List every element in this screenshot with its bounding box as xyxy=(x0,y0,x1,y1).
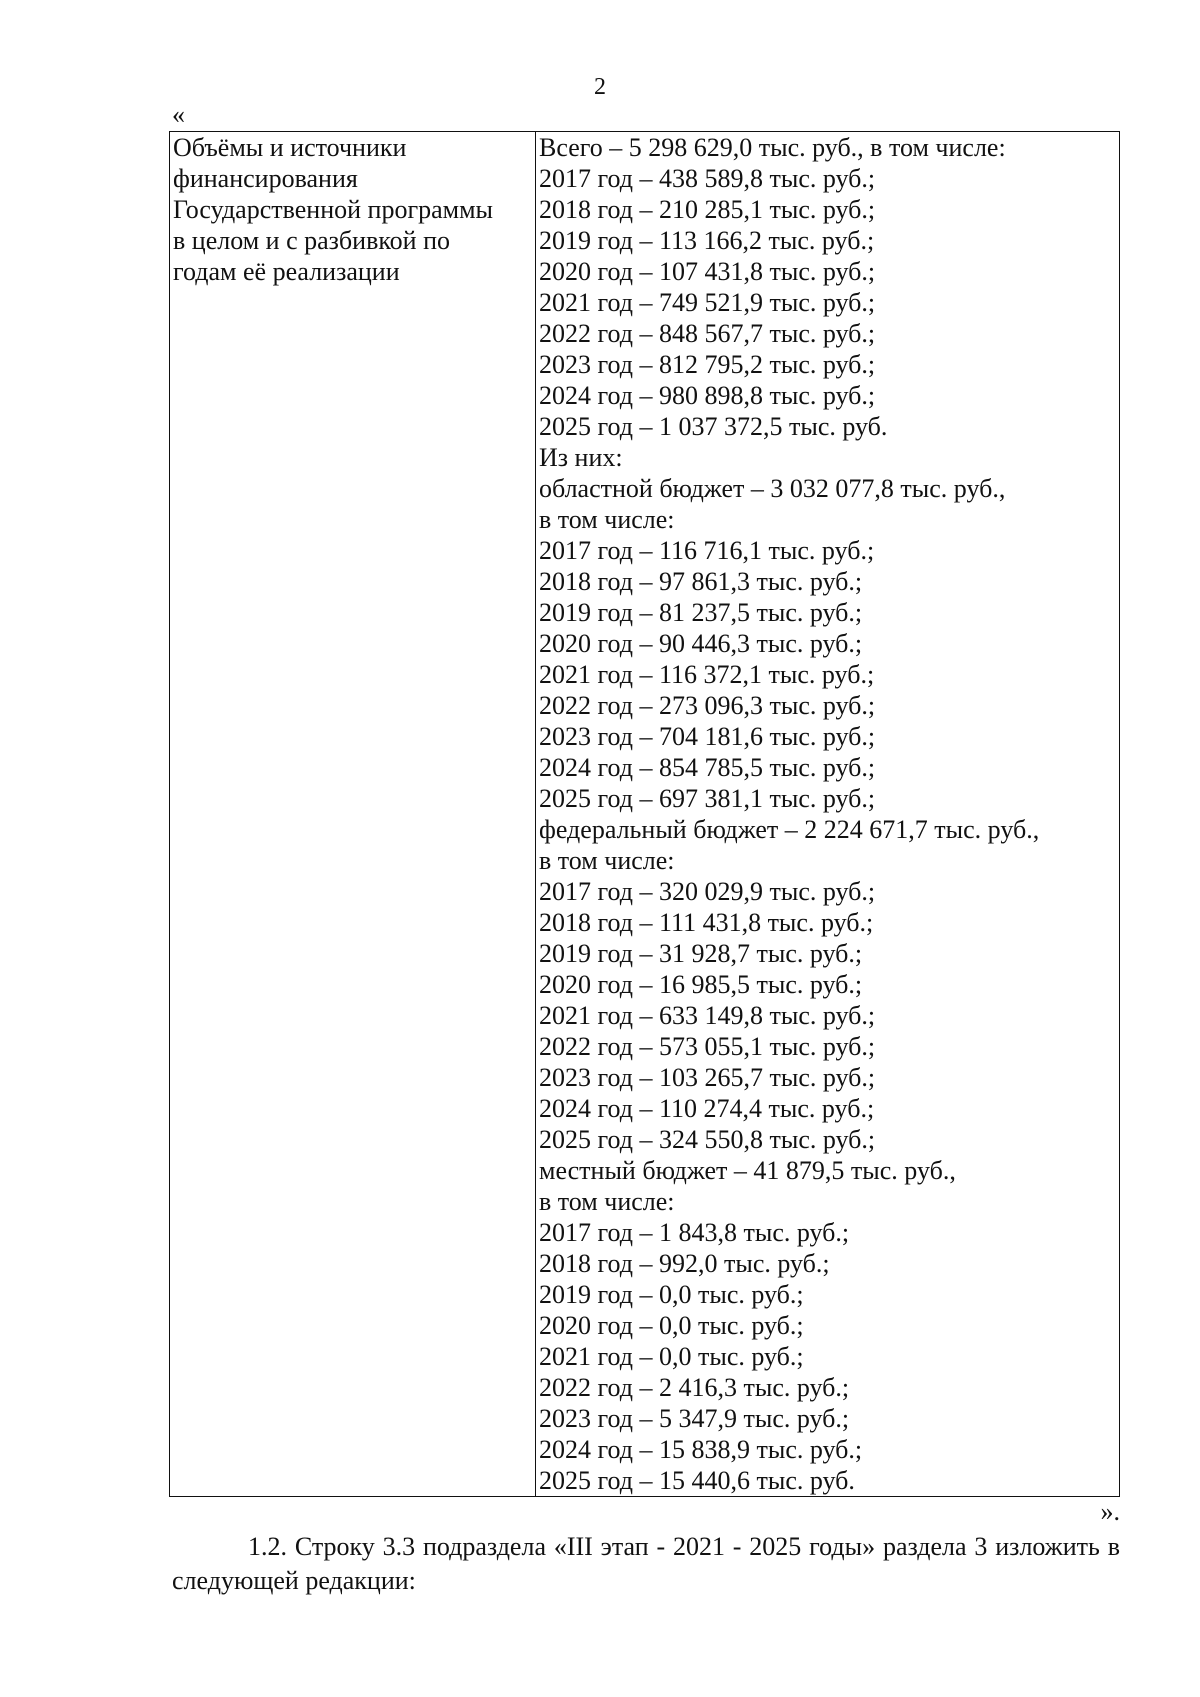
amendment-paragraph: 1.2. Строку 3.3 подраздела «III этап - 2021 - 2025 годы» раздела 3 изложить в следующей редакции: xyxy=(172,1532,1120,1595)
value-line: в том числе: xyxy=(539,505,675,534)
value-line: 2019 год – 113 166,2 тыс. руб.; xyxy=(539,226,875,255)
value-line: 2019 год – 81 237,5 тыс. руб.; xyxy=(539,598,863,627)
value-line: 2022 год – 2 416,3 тыс. руб.; xyxy=(539,1373,850,1402)
financing-values-cell xyxy=(536,132,1120,1497)
value-line: 2024 год – 980 898,8 тыс. руб.; xyxy=(539,381,876,410)
value-line: 2017 год – 320 029,9 тыс. руб.; xyxy=(539,877,876,906)
value-line: 2025 год – 15 440,6 тыс. руб. xyxy=(539,1466,855,1495)
value-line: 2018 год – 992,0 тыс. руб.; xyxy=(539,1249,830,1278)
value-line: 2023 год – 812 795,2 тыс. руб.; xyxy=(539,350,876,379)
value-line: 2023 год – 704 181,6 тыс. руб.; xyxy=(539,722,876,751)
value-line: 2024 год – 854 785,5 тыс. руб.; xyxy=(539,753,876,782)
value-line: 2023 год – 103 265,7 тыс. руб.; xyxy=(539,1063,876,1092)
value-line: 2017 год – 438 589,8 тыс. руб.; xyxy=(539,164,876,193)
financing-table xyxy=(169,131,1120,1497)
value-line: областной бюджет – 3 032 077,8 тыс. руб., xyxy=(539,474,1006,503)
value-line: 2020 год – 0,0 тыс. руб.; xyxy=(539,1311,804,1340)
value-line: местный бюджет – 41 879,5 тыс. руб., xyxy=(539,1156,956,1185)
table-row xyxy=(170,132,1120,1497)
label-line: Объёмы и источники xyxy=(173,133,407,162)
page-number: 2 xyxy=(594,74,606,100)
value-line: Из них: xyxy=(539,443,623,472)
value-line: 2019 год – 31 928,7 тыс. руб.; xyxy=(539,939,863,968)
value-line: 2024 год – 110 274,4 тыс. руб.; xyxy=(539,1094,875,1123)
value-line: 2025 год – 697 381,1 тыс. руб.; xyxy=(539,784,876,813)
value-line: 2022 год – 848 567,7 тыс. руб.; xyxy=(539,319,876,348)
value-line: 2025 год – 324 550,8 тыс. руб.; xyxy=(539,1125,876,1154)
value-line: 2025 год – 1 037 372,5 тыс. руб. xyxy=(539,412,888,441)
value-line: в том числе: xyxy=(539,1187,675,1216)
value-line: 2018 год – 97 861,3 тыс. руб.; xyxy=(539,567,863,596)
value-line: 2017 год – 1 843,8 тыс. руб.; xyxy=(539,1218,850,1247)
value-line: 2018 год – 111 431,8 тыс. руб.; xyxy=(539,908,874,937)
value-line: 2017 год – 116 716,1 тыс. руб.; xyxy=(539,536,875,565)
value-line: 2019 год – 0,0 тыс. руб.; xyxy=(539,1280,804,1309)
closing-quote: ». xyxy=(1100,1497,1120,1526)
value-line: 2021 год – 116 372,1 тыс. руб.; xyxy=(539,660,875,689)
value-line: 2018 год – 210 285,1 тыс. руб.; xyxy=(539,195,876,224)
value-line: 2024 год – 15 838,9 тыс. руб.; xyxy=(539,1435,863,1464)
value-line: 2021 год – 0,0 тыс. руб.; xyxy=(539,1342,804,1371)
label-line: в целом и с разбивкой по xyxy=(173,226,450,255)
value-line: 2021 год – 633 149,8 тыс. руб.; xyxy=(539,1001,876,1030)
label-line: годам её реализации xyxy=(173,257,400,286)
value-line: 2020 год – 16 985,5 тыс. руб.; xyxy=(539,970,863,999)
opening-quote: « xyxy=(172,100,185,129)
value-line: 2023 год – 5 347,9 тыс. руб.; xyxy=(539,1404,850,1433)
value-line: федеральный бюджет – 2 224 671,7 тыс. руб., xyxy=(539,815,1040,844)
value-line: 2020 год – 90 446,3 тыс. руб.; xyxy=(539,629,863,658)
value-line: 2022 год – 273 096,3 тыс. руб.; xyxy=(539,691,876,720)
label-line: финансирования xyxy=(173,164,358,193)
financing-label-cell xyxy=(170,132,536,1497)
label-line: Государственной программы xyxy=(173,195,494,224)
value-line: 2020 год – 107 431,8 тыс. руб.; xyxy=(539,257,876,286)
value-line: в том числе: xyxy=(539,846,675,875)
value-line: 2022 год – 573 055,1 тыс. руб.; xyxy=(539,1032,876,1061)
value-line: 2021 год – 749 521,9 тыс. руб.; xyxy=(539,288,876,317)
value-line: Всего – 5 298 629,0 тыс. руб., в том числе: xyxy=(539,133,1006,162)
